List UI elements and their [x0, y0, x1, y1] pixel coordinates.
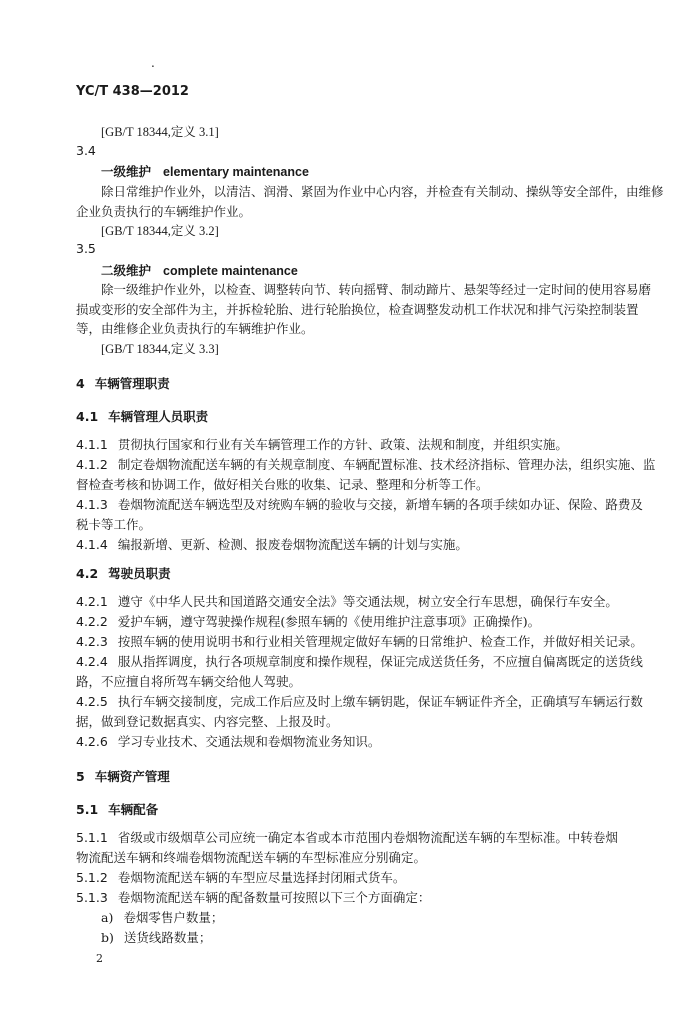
- clause: 4.2.2 爱护车辆，遵守驾驶操作规程(参照车辆的《使用维护注意事项》正确操作)。: [76, 614, 541, 629]
- standard-code: YC/T 438—2012: [76, 84, 189, 99]
- clause: 4.1.4 编报新增、更新、检测、报废卷烟物流配送车辆的计划与实施。: [76, 537, 468, 552]
- subsection-heading: 4.1 车辆管理人员职责: [76, 409, 209, 424]
- clause: 5.1.1 省级或市级烟草公司应统一确定本省或本市范围内卷烟物流配送车辆的车型标准。中转卷烟: [76, 830, 618, 845]
- term-en: complete maintenance: [163, 264, 298, 278]
- term-number: 3.4: [76, 143, 96, 158]
- body-text: 除日常维护作业外，以清洁、润滑、紧固为作业中心内容，并检查有关制动、操纵等安全部件，由维修: [101, 184, 664, 199]
- clause: 5.1.3 卷烟物流配送车辆的配备数量可按照以下三个方面确定：: [76, 890, 431, 905]
- term-number: 3.5: [76, 241, 96, 256]
- clause: 4.2.6 学习专业技术、交通法规和卷烟物流业务知识。: [76, 734, 381, 749]
- clause-continuation: 税卡等工作。: [76, 517, 152, 532]
- list-item: a) 卷烟零售户数量；: [101, 910, 224, 925]
- body-text: 等，由维修企业负责执行的车辆维护作业。: [76, 321, 314, 336]
- clause: 4.2.1 遵守《中华人民共和国道路交通安全法》等交通法规，树立安全行车思想，确保行车安全。: [76, 594, 618, 609]
- term-zh: 二级维护: [101, 263, 152, 278]
- term-heading: [101, 261, 298, 279]
- term-zh: 一级维护: [101, 164, 152, 179]
- subsection-heading: 4.2 驾驶员职责: [76, 566, 171, 581]
- clause: 4.2.4 服从指挥调度，执行各项规章制度和操作规程，保证完成送货任务，不应擅自偏离既定的送货线: [76, 654, 643, 669]
- clause: 4.2.5 执行车辆交接制度，完成工作后应及时上缴车辆钥匙，保证车辆证件齐全，正确填写车辆运行数: [76, 694, 643, 709]
- reference: [GB/T 18344,定义 3.1]: [101, 125, 219, 139]
- clause: 4.1.2 制定卷烟物流配送车辆的有关规章制度、车辆配置标准、技术经济指标、管理办法，组织实施、监: [76, 457, 656, 472]
- page-number: 2: [96, 952, 103, 965]
- list-item: b) 送货线路数量；: [101, 930, 212, 945]
- clause-continuation: 路，不应擅自将所驾车辆交给他人驾驶。: [76, 674, 302, 689]
- term-en: elementary maintenance: [163, 165, 309, 179]
- section-heading: 5 车辆资产管理: [76, 769, 170, 784]
- clause: 4.1.1 贯彻执行国家和行业有关车辆管理工作的方针、政策、法规和制度，并组织实施。: [76, 437, 568, 452]
- clause-continuation: 据，做到登记数据真实、内容完整、上报及时。: [76, 714, 339, 729]
- clause-continuation: 督检查考核和协调工作，做好相关台账的收集、记录、整理和分析等工作。: [76, 477, 489, 492]
- header-dot: .: [151, 56, 155, 70]
- subsection-heading: 5.1 车辆配备: [76, 802, 159, 817]
- body-text: 除一级维护作业外，以检查、调整转向节、转向摇臂、制动蹄片、悬架等经过一定时间的使用容易磨: [101, 282, 652, 297]
- clause: 5.1.2 卷烟物流配送车辆的车型应尽量选择封闭厢式货车。: [76, 870, 406, 885]
- clause: 4.2.3 按照车辆的使用说明书和行业相关管理规定做好车辆的日常维护、检查工作，并做好相关记录。: [76, 634, 643, 649]
- term-heading: [101, 162, 309, 180]
- body-text: 企业负责执行的车辆维护作业。: [76, 204, 252, 219]
- section-heading: 4 车辆管理职责: [76, 376, 170, 391]
- reference: [GB/T 18344,定义 3.3]: [101, 342, 219, 356]
- body-text: 损或变形的安全部件为主，并拆检轮胎、进行轮胎换位，检查调整发动机工作状况和排气污染控制装置: [76, 302, 639, 317]
- clause-continuation: 物流配送车辆和终端卷烟物流配送车辆的车型标准应分别确定。: [76, 850, 427, 865]
- clause: 4.1.3 卷烟物流配送车辆选型及对统购车辆的验收与交接，新增车辆的各项手续如办证、保险、路费及: [76, 497, 643, 512]
- reference: [GB/T 18344,定义 3.2]: [101, 224, 219, 238]
